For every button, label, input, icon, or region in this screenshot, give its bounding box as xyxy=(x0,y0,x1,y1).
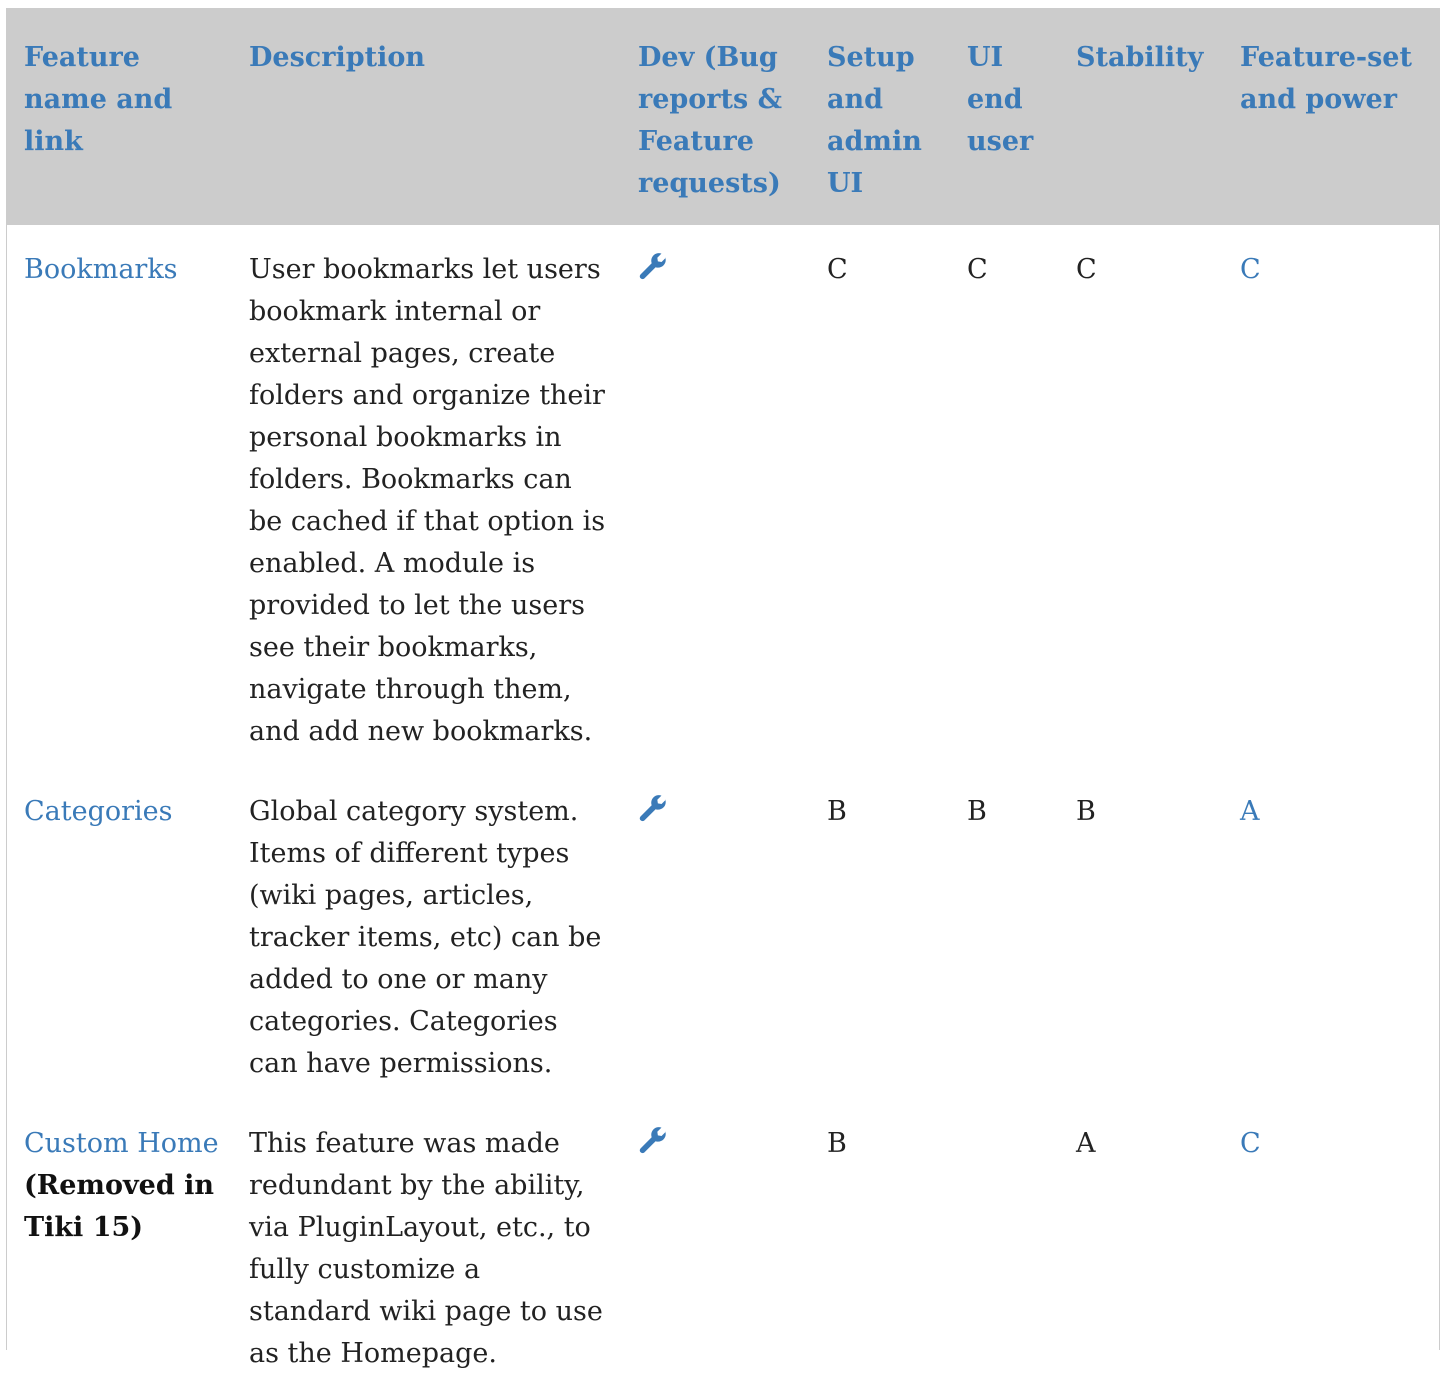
ui-end-user-grade: C xyxy=(967,254,988,285)
feature-description: User bookmarks let users bookmark internal or external pages, create folders and organize their personal bookmarks in folders. Bookmarks can be cached if that option is enabled. A module is provided to let the users see their bookmarks, navigate through them, and add new bookmarks. xyxy=(249,254,606,747)
header-ui-end-user[interactable]: UI end user xyxy=(950,8,1059,225)
removed-note: (Removed in Tiki 15) xyxy=(24,1170,215,1243)
stability-grade: C xyxy=(1076,254,1097,285)
feature-set-grade-link[interactable]: C xyxy=(1240,254,1261,285)
stability-grade: B xyxy=(1076,796,1096,827)
header-feature-set[interactable]: Feature-set and power xyxy=(1223,8,1439,225)
wrench-icon[interactable] xyxy=(638,1126,668,1156)
table-row xyxy=(7,767,1439,1099)
feature-link-custom-home[interactable]: Custom Home xyxy=(24,1128,219,1159)
header-stability[interactable]: Stability xyxy=(1059,8,1223,225)
setup-grade: C xyxy=(827,254,848,285)
feature-description: This feature was made redundant by the ability, via PluginLayout, etc., to fully customize a standard wiki page to use as the Homepage. xyxy=(249,1128,603,1369)
feature-description: Global category system. Items of different types (wiki pages, articles, tracker items, etc) can be added to one or many categories. Categories can have permissions. xyxy=(249,796,602,1079)
ui-end-user-grade xyxy=(950,1099,1059,1389)
wrench-icon[interactable] xyxy=(638,252,668,282)
ui-end-user-grade: B xyxy=(967,796,987,827)
header-description[interactable]: Description xyxy=(232,8,621,225)
feature-set-grade-link[interactable]: C xyxy=(1240,1128,1261,1159)
wrench-icon[interactable] xyxy=(638,794,668,824)
feature-set-grade-link[interactable]: A xyxy=(1240,796,1260,827)
setup-grade: B xyxy=(827,1128,847,1159)
table-row xyxy=(7,225,1439,767)
table-row xyxy=(7,1099,1439,1389)
stability-grade: A xyxy=(1076,1128,1096,1159)
header-feature-name[interactable]: Feature name and link xyxy=(7,8,232,225)
header-setup-admin-ui[interactable]: Setup and admin UI xyxy=(810,8,950,225)
setup-grade: B xyxy=(827,796,847,827)
header-dev[interactable]: Dev (Bug reports & Feature requests) xyxy=(621,8,810,225)
header-row xyxy=(7,8,1439,225)
feature-link-categories[interactable]: Categories xyxy=(24,796,173,827)
feature-matrix-table xyxy=(7,8,1439,1389)
feature-link-bookmarks[interactable]: Bookmarks xyxy=(24,254,178,285)
